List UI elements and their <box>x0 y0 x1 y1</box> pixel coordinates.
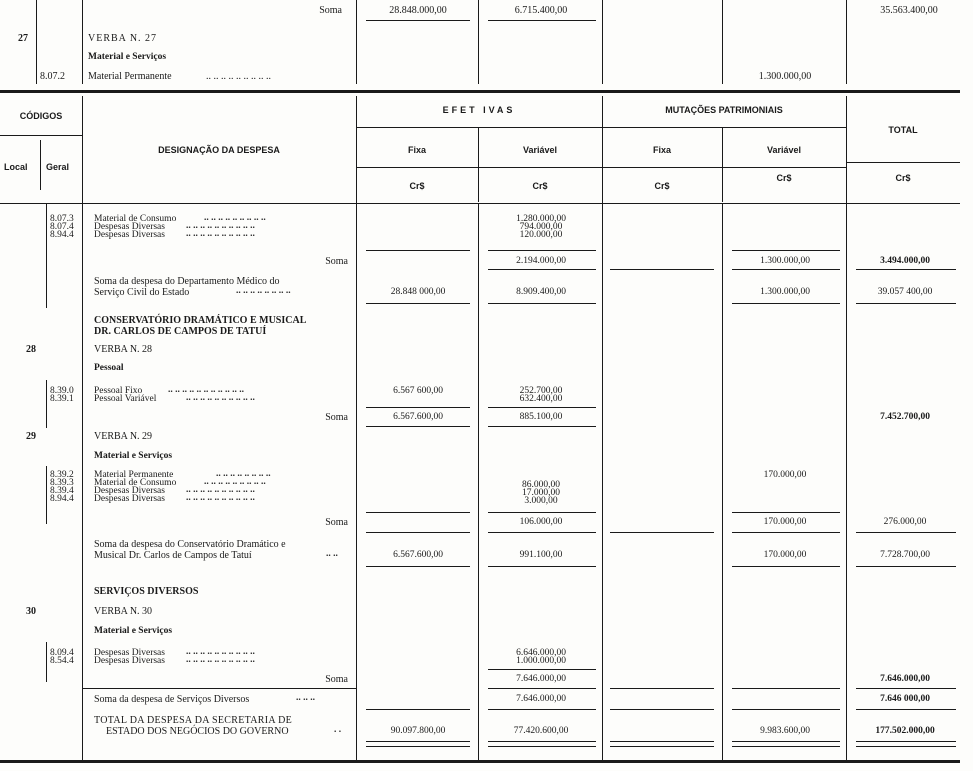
sum-rule <box>732 566 840 567</box>
sum-rule <box>366 746 470 747</box>
sum-rule <box>488 250 596 251</box>
sum-rule <box>732 741 840 742</box>
designacao-header: DESIGNAÇÃO DA DESPESA <box>158 145 280 155</box>
item-label: Despesas Diversas <box>94 486 165 496</box>
servicos-sum-label: Soma da despesa de Serviços Diversos <box>94 694 250 705</box>
local-header: Local <box>4 162 28 172</box>
code: 8.94.4 <box>50 230 74 240</box>
soma-label: Soma <box>325 674 348 685</box>
mutacoes-header: MUTAÇÕES PATRIMONIAIS <box>665 105 783 115</box>
leader-dots: .. .. .. .. .. .. .. .. .. .. <box>186 393 255 403</box>
page-separator <box>0 90 960 93</box>
sum-rule <box>366 566 470 567</box>
col-rule <box>478 204 479 760</box>
soma-fixa: 6.567.600,00 <box>393 412 443 422</box>
col-rule <box>46 642 47 682</box>
sum-rule <box>488 269 596 270</box>
col-rule <box>722 0 723 84</box>
conservatorio-sum-line2: Musical Dr. Carlos de Campos de Tatuí <box>94 550 252 561</box>
verba-local: 27 <box>18 33 28 44</box>
dept-line2: Serviço Civil do Estado <box>94 287 190 298</box>
grand-total-fixa: 90.097.800,00 <box>390 726 446 736</box>
sum-rule <box>366 426 470 427</box>
verba-local: 29 <box>26 431 36 442</box>
dept-line1: Soma da despesa do Departamento Médico do <box>94 276 280 287</box>
soma-mut-variavel: 1.300.000,00 <box>760 256 810 266</box>
item-mut-variavel: 1.300.000,00 <box>758 71 812 82</box>
leader-dots: .. .. .. .. .. .. .. .. .. .. <box>186 655 255 665</box>
verba-local: 28 <box>26 344 36 355</box>
dept-variavel: 8.909.400,00 <box>516 287 566 297</box>
col-rule <box>478 0 479 84</box>
sum-rule <box>488 566 596 567</box>
currency-variavel: Cr$ <box>532 181 548 191</box>
item-label: Material de Consumo <box>94 478 177 488</box>
sum-rule <box>610 741 714 742</box>
sum-rule <box>856 688 956 689</box>
header-rule <box>478 128 479 202</box>
value-variavel: 17.000,00 <box>522 488 560 498</box>
sum-rule <box>366 741 470 742</box>
sum-rule <box>856 566 956 567</box>
value-variavel: 86.000,00 <box>522 480 560 490</box>
sum-rule <box>856 709 956 710</box>
leader-dots: .. .. .. .. .. .. .. .. .. .. <box>186 647 255 657</box>
code: 8.09.4 <box>50 648 74 658</box>
leader-dots: .. .. .. <box>296 693 315 703</box>
col-rule <box>356 96 357 760</box>
grand-total-variavel: 77.420.600,00 <box>513 726 569 736</box>
section-label: Material e Serviços <box>88 52 167 62</box>
sum-rule <box>732 512 840 513</box>
mut-fixa-header: Fixa <box>652 145 671 155</box>
col-rule <box>846 96 847 760</box>
col-rule <box>356 0 357 84</box>
currency-mut-variavel: Cr$ <box>776 173 792 183</box>
value-mut-variavel: 170.000,00 <box>763 470 807 480</box>
leader-dots: .. .. .. .. .. .. .. .. <box>236 286 291 296</box>
soma-total: 276.000,00 <box>883 517 927 527</box>
conservatorio-total: 7.728.700,00 <box>880 550 930 560</box>
verba-title: VERBA N. 27 <box>88 33 158 44</box>
col-rule <box>82 96 83 760</box>
sum-rule <box>488 407 596 408</box>
row-rule <box>82 688 356 689</box>
verba-local: 30 <box>26 606 36 617</box>
leader-dots: .. .. .. .. .. .. .. .. .. .. <box>186 221 255 231</box>
col-rule <box>46 380 47 428</box>
soma-label: Soma <box>325 412 348 423</box>
leader-dots: .. .. .. .. .. .. .. .. <box>216 469 271 479</box>
soma-fixa: 28.848.000,00 <box>389 5 447 16</box>
table-bottom-rule <box>0 760 960 763</box>
verba-title: VERBA N. 29 <box>94 431 153 442</box>
leader-dots: .. .. <box>326 549 338 559</box>
col-rule <box>602 96 603 760</box>
total-header: TOTAL <box>888 125 918 135</box>
conservatorio-title1: CONSERVATÓRIO DRAMÁTICO E MUSICAL <box>94 315 307 326</box>
leader-dots: .. .. .. .. .. .. .. .. .. .. <box>186 493 255 503</box>
value-fixa: 6.567 600,00 <box>393 386 443 396</box>
soma-total: 3.494.000,00 <box>880 256 930 266</box>
item-label: Despesas Diversas <box>94 656 165 666</box>
sum-rule <box>610 532 714 533</box>
currency-fixa: Cr$ <box>409 181 425 191</box>
sum-rule <box>488 532 596 533</box>
code: 8.39.0 <box>50 386 74 396</box>
sum-rule <box>488 741 596 742</box>
header-rule <box>40 140 41 190</box>
leader-dots: .. .. .. .. .. .. .. .. .. <box>204 213 266 223</box>
col-rule <box>46 204 47 308</box>
item-label: Pessoal Fixo <box>94 386 143 396</box>
code: 8.07.4 <box>50 222 74 232</box>
dept-mut-variavel: 1.300.000,00 <box>760 287 810 297</box>
mut-variavel-header: Variável <box>766 145 802 155</box>
item-label: Material Permanente <box>88 71 172 82</box>
code: 8.39.4 <box>50 486 74 496</box>
sum-rule <box>610 746 714 747</box>
currency-total: Cr$ <box>895 173 911 183</box>
dept-fixa: 28.848 000,00 <box>390 287 446 297</box>
value-variavel: 794.000,00 <box>519 222 563 232</box>
grand-total-total: 177.502.000,00 <box>875 726 935 736</box>
value-variavel: 252.700,00 <box>519 386 563 396</box>
leader-dots: .. .. .. .. .. .. .. .. .. <box>206 71 271 82</box>
soma-total: 7.452.700,00 <box>880 412 930 422</box>
dept-total: 39.057 400,00 <box>877 287 933 297</box>
col-rule <box>46 466 47 524</box>
sum-rule <box>366 20 470 21</box>
sum-rule <box>488 709 596 710</box>
leader-dots: .. .. .. .. .. .. .. .. .. <box>204 477 266 487</box>
sum-rule <box>488 669 596 670</box>
sum-rule <box>732 250 840 251</box>
sum-rule <box>732 746 840 747</box>
item-label: Material de Consumo <box>94 214 177 224</box>
code: 8.94.4 <box>50 494 74 504</box>
col-rule <box>36 0 37 84</box>
sum-rule <box>488 688 596 689</box>
leader-dots: .. .. .. .. .. .. .. .. .. .. .. <box>168 385 244 395</box>
sum-rule <box>732 688 840 689</box>
sum-rule <box>488 426 596 427</box>
soma-variavel: 885.100,00 <box>519 412 563 422</box>
soma-variavel: 7.646.000,00 <box>516 674 566 684</box>
soma-total: 35.563.400,00 <box>880 5 938 16</box>
verba-title: VERBA N. 30 <box>94 606 153 617</box>
sum-rule <box>610 709 714 710</box>
sum-rule <box>856 532 956 533</box>
header-rule <box>356 167 846 168</box>
verba-title: VERBA N. 28 <box>94 344 153 355</box>
soma-variavel: 6.715.400,00 <box>514 5 568 16</box>
sum-rule <box>732 269 840 270</box>
value-variavel: 1.280.000,00 <box>516 214 566 224</box>
soma-label: Soma <box>325 256 348 267</box>
sum-rule <box>856 741 956 742</box>
currency-mut-fixa: Cr$ <box>654 181 670 191</box>
sum-rule <box>366 709 470 710</box>
item-label: Despesas Diversas <box>94 222 165 232</box>
grand-total-mut-variavel: 9.983.600,00 <box>760 726 810 736</box>
leader-dots: . . <box>334 725 342 735</box>
sum-rule <box>366 303 470 304</box>
grand-total-line2: ESTADO DOS NEGÓCIOS DO GOVERNO <box>106 726 289 737</box>
sum-rule <box>488 512 596 513</box>
soma-variavel: 106.000,00 <box>519 517 563 527</box>
item-label: Material Permanente <box>94 470 174 480</box>
soma-mut-variavel: 170.000,00 <box>763 517 807 527</box>
conservatorio-title2: DR. CARLOS DE CAMPOS DE TATUÍ <box>94 326 267 337</box>
sum-rule <box>610 688 714 689</box>
conservatorio-mut-variavel: 170.000,00 <box>763 550 807 560</box>
sum-rule <box>856 269 956 270</box>
section-label: Material e Serviços <box>94 451 173 461</box>
soma-variavel: 2.194.000,00 <box>516 256 566 266</box>
col-rule <box>846 0 847 84</box>
sum-rule <box>732 303 840 304</box>
sum-rule <box>488 746 596 747</box>
sum-rule <box>610 269 714 270</box>
grand-total-line1: TOTAL DA DESPESA DA SECRETARIA DE <box>94 715 293 726</box>
sum-rule <box>488 303 596 304</box>
section-label: Pessoal <box>94 363 124 373</box>
value-variavel: 120.000,00 <box>519 230 563 240</box>
item-code: 8.07.2 <box>40 71 65 82</box>
header-rule <box>722 128 723 202</box>
sum-rule <box>488 20 596 21</box>
value-variavel: 632.400,00 <box>519 394 563 404</box>
leader-dots: .. .. .. .. .. .. .. .. .. .. <box>186 485 255 495</box>
sum-rule <box>856 303 956 304</box>
soma-total: 7.646.000,00 <box>880 674 930 684</box>
sum-rule <box>366 512 470 513</box>
leader-dots: .. .. .. .. .. .. .. .. .. .. <box>186 229 255 239</box>
code: 8.39.1 <box>50 394 74 404</box>
header-bottom-rule <box>0 203 960 204</box>
sum-rule <box>856 746 956 747</box>
item-label: Despesas Diversas <box>94 648 165 658</box>
sum-rule <box>366 407 470 408</box>
code: 8.54.4 <box>50 656 74 666</box>
code: 8.07.3 <box>50 214 74 224</box>
col-rule <box>602 0 603 84</box>
conservatorio-fixa: 6.567.600,00 <box>393 550 443 560</box>
section-label: Material e Serviços <box>94 626 173 636</box>
col-rule <box>82 0 83 84</box>
sum-rule <box>732 532 840 533</box>
header-rule <box>846 162 960 163</box>
item-label: Despesas Diversas <box>94 494 165 504</box>
value-variavel: 3.000,00 <box>524 496 558 506</box>
servicos-sum-variavel: 7.646.000,00 <box>516 694 566 704</box>
soma-label: Soma <box>319 5 342 16</box>
header-rule <box>0 135 82 136</box>
sum-rule <box>366 532 470 533</box>
value-variavel: 6.646.000,00 <box>516 648 566 658</box>
conservatorio-sum-line1: Soma da despesa do Conservatório Dramático e <box>94 539 286 550</box>
fixa-header: Fixa <box>407 145 426 155</box>
col-rule <box>722 204 723 760</box>
header-rule <box>356 127 846 128</box>
sum-rule <box>732 709 840 710</box>
code: 8.39.3 <box>50 478 74 488</box>
soma-label: Soma <box>325 517 348 528</box>
geral-header: Geral <box>46 162 70 172</box>
conservatorio-variavel: 991.100,00 <box>519 550 563 560</box>
item-label: Pessoal Variável <box>94 394 157 404</box>
code: 8.39.2 <box>50 470 74 480</box>
servicos-title: SERVIÇOS DIVERSOS <box>94 586 199 597</box>
efetivas-header: EFET IVAS <box>442 105 516 115</box>
codigos-header: CÓDIGOS <box>19 111 63 121</box>
variavel-header: Variável <box>522 145 558 155</box>
item-label: Despesas Diversas <box>94 230 165 240</box>
value-variavel: 1.000.000,00 <box>516 656 566 666</box>
sum-rule <box>366 250 470 251</box>
servicos-sum-total: 7.646 000,00 <box>880 694 930 704</box>
